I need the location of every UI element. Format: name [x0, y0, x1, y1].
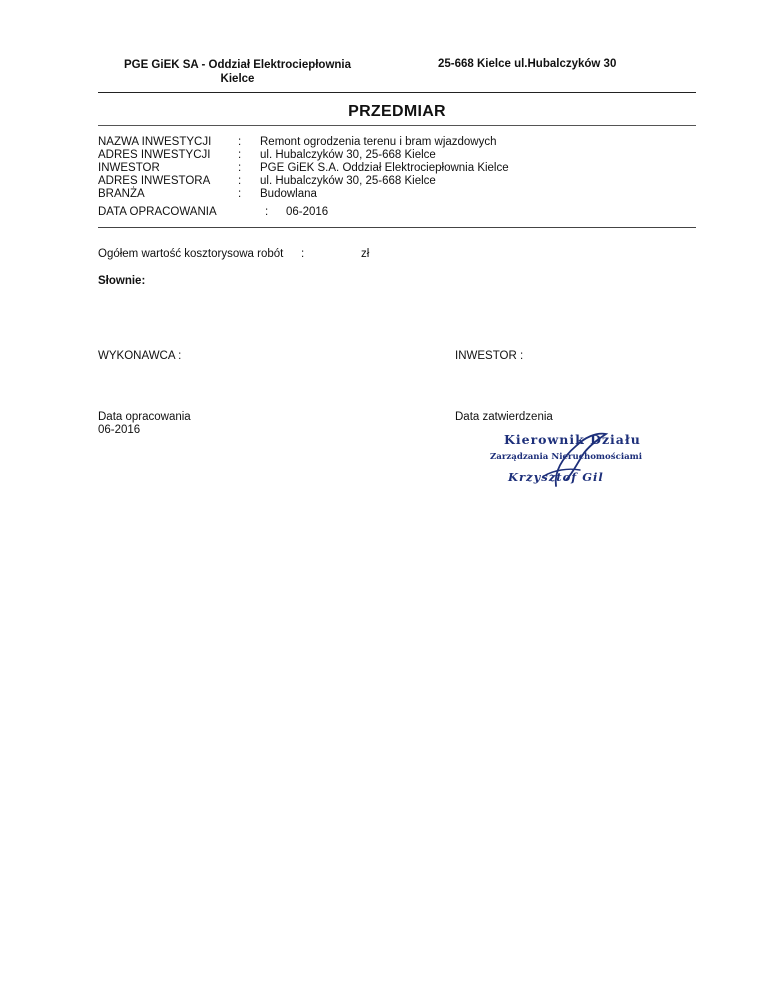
approval-stamp	[484, 428, 659, 488]
cost-currency: zł	[361, 248, 370, 260]
value-investment-address: ul. Hubalczyków 30, 25-668 Kielce	[260, 149, 436, 161]
approval-date-label: Data zatwierdzenia	[455, 411, 553, 423]
label-prep-date: DATA OPRACOWANIA	[98, 206, 217, 218]
document-title: PRZEDMIAR	[348, 103, 446, 120]
colon-1: :	[238, 136, 242, 148]
value-prep-date: 06-2016	[286, 206, 329, 218]
stamp-graphic	[484, 428, 659, 488]
contractor-label: WYKONAWCA :	[98, 350, 182, 362]
info-labels	[98, 136, 211, 201]
value-investor-address: ul. Hubalczyków 30, 25-668 Kielce	[260, 175, 436, 187]
cost-label: Ogółem wartość kosztorysowa robót	[98, 248, 284, 260]
prep-date-value: 06-2016	[98, 424, 141, 436]
stamp-title: Kierownik Działu	[504, 432, 641, 447]
info-values	[260, 136, 509, 201]
colon-5: :	[238, 188, 242, 200]
colon-3: :	[238, 162, 242, 174]
words-label: Słownie:	[98, 275, 146, 287]
prep-date-label: Data opracowania	[98, 411, 191, 423]
label-branch: BRANŻA	[98, 188, 145, 200]
company-address: 25-668 Kielce ul.Hubalczyków 30	[438, 58, 617, 70]
title-divider	[98, 125, 696, 126]
cost-colon: :	[301, 248, 305, 260]
stamp-person: Krzysztof Gil	[508, 470, 604, 484]
label-investment-address: ADRES INWESTYCJI	[98, 149, 211, 161]
header-divider	[98, 92, 696, 93]
label-investor: INWESTOR	[98, 162, 160, 174]
colon-4: :	[238, 175, 242, 187]
prep-date-block	[98, 411, 191, 437]
investor-label: INWESTOR :	[455, 350, 524, 362]
label-investor-address: ADRES INWESTORA	[98, 175, 211, 187]
value-investment-name: Remont ogrodzenia terenu i bram wjazdowych	[260, 136, 497, 148]
value-investor: PGE GiEK S.A. Oddział Elektrociepłownia Kielce	[260, 162, 509, 174]
value-branch: Budowlana	[260, 188, 317, 200]
colon-2: :	[238, 149, 242, 161]
company-name-line1: PGE GiEK SA - Oddział Elektrociepłownia	[123, 59, 352, 71]
label-investment-name: NAZWA INWESTYCJI	[98, 136, 212, 148]
stamp-department: Zarządzania Nieruchomościami	[490, 452, 643, 462]
info-divider	[98, 227, 696, 228]
company-name-line2: Kielce	[220, 73, 255, 85]
date-colon: :	[265, 206, 269, 218]
company-name	[100, 58, 375, 86]
info-colons	[238, 136, 241, 201]
